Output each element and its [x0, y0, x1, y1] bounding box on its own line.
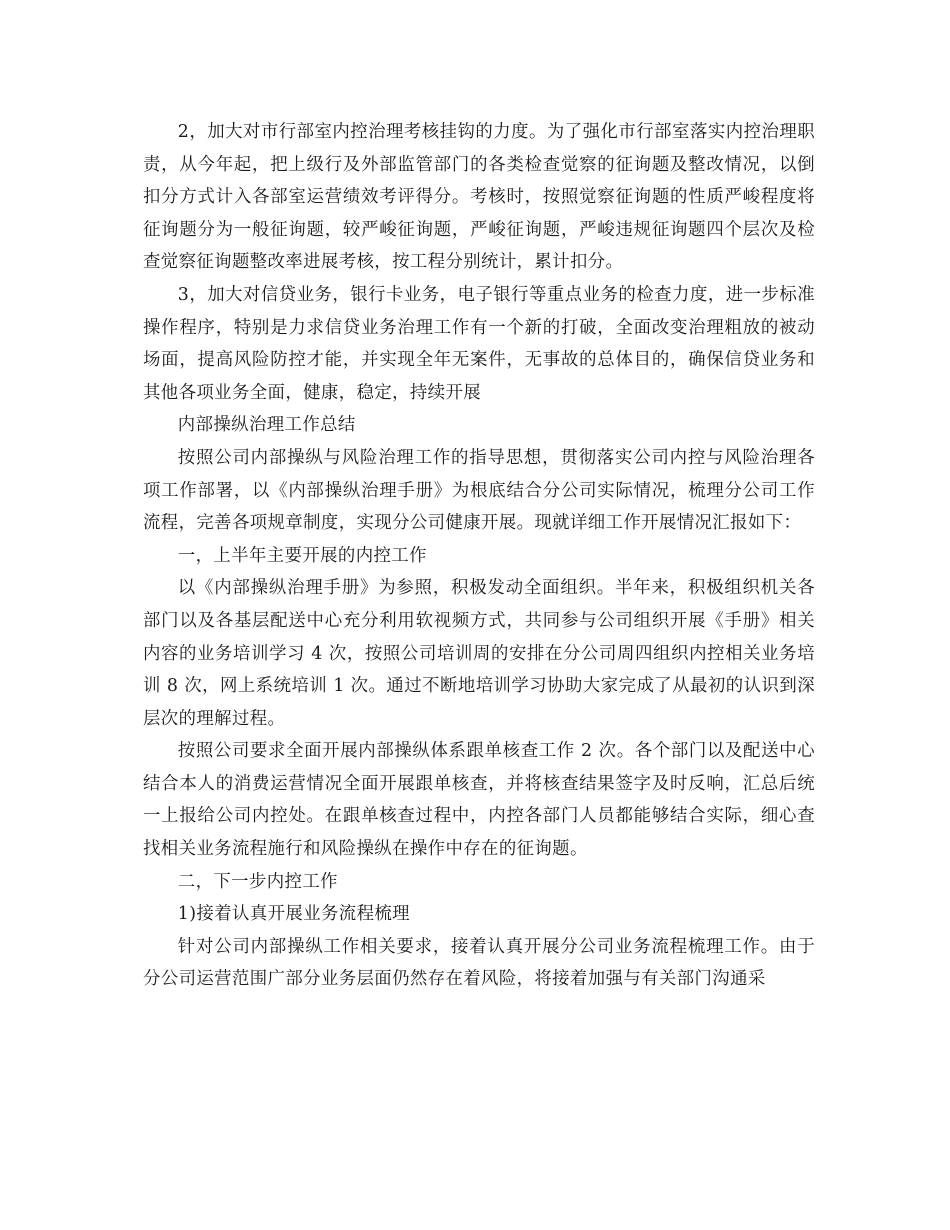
section-heading-summary: 内部操纵治理工作总结 [177, 415, 356, 436]
section-heading-next-steps: 二，下一步内控工作 [177, 871, 338, 892]
section-heading-first-half: 一，上半年主要开展的内控工作 [177, 545, 427, 566]
paragraph-introduction: 按照公司内部操纵与风险治理工作的指导思想，贯彻落实公司内控与风险治理各项工作部署，以《内部操纵治理手册》为根底结合分公司实际情况，梳理分公司工作流程，完善各项规章制度，实现分公司健康开展。现就详细工作开展情况汇报如下： [143, 447, 815, 534]
paragraph-item-2-assessment: 2，加大对市行部室内控治理考核挂钩的力度。为了强化市行部室落实内控治理职责，从今年起，把上级行及外部监管部门的各类检查觉察的征询题及整改情况，以倒扣分方式计入各部室运营绩效考评得分。考核时，按照觉察征询题的性质严峻程度将征询题分为一般征询题，较严峻征询题，严峻征询题，严峻违规征询题四个层次及检查觉察征询题整改率进展考核，按工程分别统计，累计扣分。 [143, 122, 815, 273]
subsection-heading-process-review: 1)接着认真开展业务流程梳理 [177, 904, 410, 925]
paragraph-process-review: 针对公司内部操纵工作相关要求，接着认真开展分公司业务流程梳理工作。由于分公司运营范围广部分业务层面仍然存在着风险，将接着加强与有关部门沟通采 [143, 936, 815, 990]
paragraph-item-3-inspection: 3，加大对信贷业务，银行卡业务，电子银行等重点业务的检查力度，进一步标准操作程序，特别是力求信贷业务治理工作有一个新的打破，全面改变治理粗放的被动场面，提高风险防控才能，并实现全年无案件，无事故的总体目的，确保信贷业务和其他各项业务全面，健康，稳定，持续开展 [143, 284, 815, 403]
paragraph-training: 以《内部操纵治理手册》为参照，积极发动全面组织。半年来，积极组织机关各部门以及各基层配送中心充分利用软视频方式，共同参与公司组织开展《手册》相关内容的业务培训学习 4 次，按照公司培训周的安排在分公司周四组织内控相关业务培训 8 次，网上系统培训 1 次。通过不断地培训学习协助大家完成了从最初的认识到深层次的理解过程。 [143, 578, 815, 729]
paragraph-audit: 按照公司要求全面开展内部操纵体系跟单核查工作 2 次。各个部门以及配送中心结合本人的消费运营情况全面开展跟单核查，并将核查结果签字及时反响，汇总后统一上报给公司内控处。在跟单核查过程中，内控各部门人员都能够结合实际，细心查找相关业务流程施行和风险操纵在操作中存在的征询题。 [143, 741, 815, 860]
document-body [143, 116, 815, 996]
